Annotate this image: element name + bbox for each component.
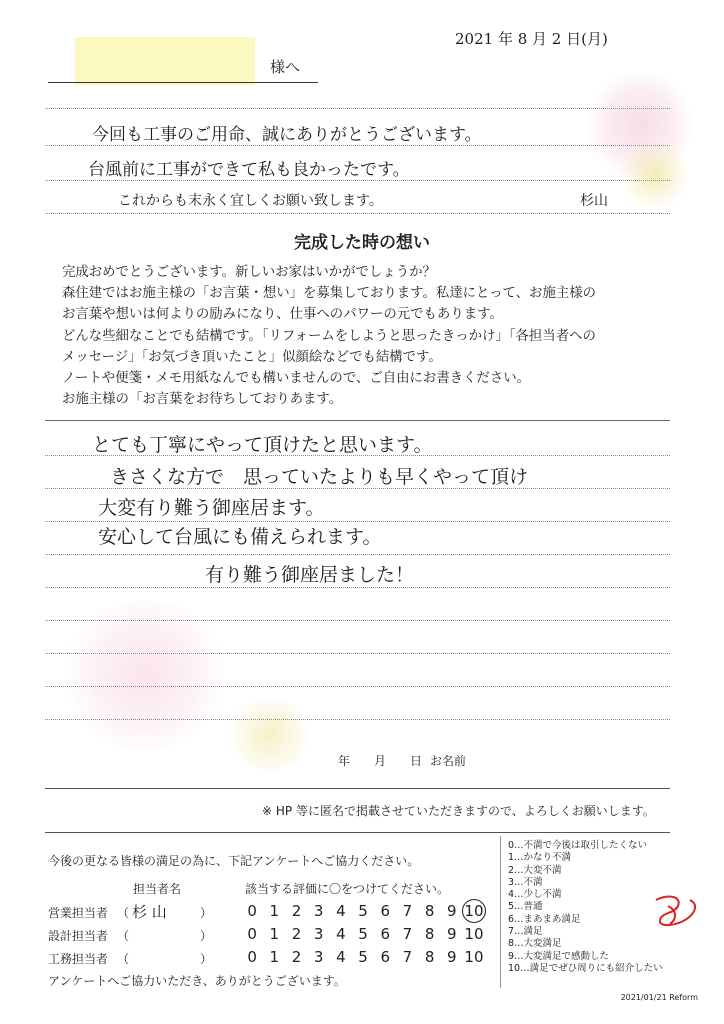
- handwritten-date: 2021 年 8 月 2 日(月): [455, 30, 608, 48]
- rating-option[interactable]: 1: [269, 925, 280, 943]
- rating-option[interactable]: 9: [447, 902, 457, 920]
- rating-scale[interactable]: [241, 948, 485, 966]
- intro-line: 森住建ではお施主様の「お言葉・想い」を募集しております。私達にとって、お施主様の: [62, 286, 597, 302]
- addressee-suffix: 様へ: [270, 58, 301, 76]
- column-staff-name: 担当者名: [133, 882, 182, 896]
- rating-legend: [508, 840, 663, 975]
- rating-option[interactable]: 2: [291, 902, 302, 920]
- response-line-4: 安心して台風にも備えられます。: [98, 526, 382, 548]
- month-label: 月: [374, 754, 387, 768]
- legend-item: 7…満足: [508, 926, 543, 938]
- year-label: 年: [338, 754, 351, 768]
- ruled-line: [45, 180, 670, 181]
- rating-option[interactable]: 2: [291, 925, 302, 943]
- rating-option[interactable]: 0: [247, 902, 257, 920]
- column-rating-instruction: 該当する評価に〇をつけてください。: [245, 882, 450, 896]
- rating-option[interactable]: 5: [358, 925, 368, 943]
- survey-thanks: アンケートへご協力いただき、ありがとうございます。: [48, 974, 346, 988]
- intro-text: [62, 262, 682, 410]
- rating-option[interactable]: 5: [358, 902, 368, 920]
- rating-option[interactable]: 8: [424, 925, 435, 943]
- intro-line: どんな些細なことでも結構です。「リフォームをしようと思ったきっかけ」「各担当者への: [62, 328, 596, 344]
- rating-option[interactable]: 4: [336, 902, 346, 920]
- rating-option[interactable]: 2: [291, 948, 302, 966]
- rating-option[interactable]: 6: [380, 902, 390, 920]
- staff-name-handwritten: 杉 山: [132, 903, 167, 921]
- rating-option[interactable]: 7: [402, 902, 413, 920]
- rating-scale[interactable]: [241, 925, 485, 943]
- legend-item: 8…大変満足: [508, 938, 562, 950]
- rating-option[interactable]: 7: [402, 925, 413, 943]
- ruled-line: [45, 213, 670, 214]
- message-line-3: これからも末永く宜しくお願い致します。: [118, 193, 383, 209]
- row-label: 営業担当者: [48, 906, 109, 920]
- ruled-line: [45, 719, 670, 720]
- intro-line: メッセージ」「お気づき頂いたこと」似顔絵などでも結構です。: [62, 349, 442, 365]
- rating-option[interactable]: 0: [247, 925, 257, 943]
- rating-option[interactable]: 4: [336, 925, 346, 943]
- legend-item: 6…まあまあ満足: [508, 913, 581, 925]
- rating-option[interactable]: 3: [313, 925, 324, 943]
- response-line-3: 大変有り難う御座居ます。: [98, 497, 325, 519]
- rating-option[interactable]: 9: [447, 925, 457, 943]
- legend-item: 9…大変満足で感動した: [508, 950, 610, 962]
- legend-item: 5…普通: [508, 901, 543, 913]
- message-line-2: 台風前に工事ができて私も良かったです。: [88, 160, 410, 180]
- response-line-5: 有り難う御座居ました！: [205, 564, 415, 586]
- rating-option[interactable]: 3: [313, 948, 324, 966]
- paren-open: （: [117, 952, 130, 966]
- survey-divider: [45, 832, 670, 833]
- rating-scale[interactable]: [241, 902, 485, 920]
- rating-option[interactable]: 5: [358, 948, 368, 966]
- signature-underline: [45, 788, 670, 789]
- message-signature: 杉山: [580, 193, 608, 209]
- red-signature-mark: [648, 890, 704, 930]
- rating-option[interactable]: 9: [447, 948, 457, 966]
- intro-line: ノートや便箋・メモ用紙なんでも構いませんので、ご自由にお書きください。: [62, 370, 530, 386]
- decorative-flower: [620, 140, 690, 210]
- paren-open: （: [117, 906, 130, 920]
- legend-item: 0…不満で今後は取引したくない: [508, 840, 648, 851]
- decorative-flower: [220, 700, 320, 770]
- rating-option[interactable]: 8: [424, 902, 435, 920]
- ruled-line: [45, 686, 670, 687]
- rating-option[interactable]: 6: [380, 948, 390, 966]
- row-label: 設計担当者: [48, 929, 109, 943]
- rating-option[interactable]: 1: [269, 902, 280, 920]
- addressee-underline: [48, 82, 318, 83]
- rating-option[interactable]: 8: [424, 948, 435, 966]
- ruled-line: [45, 587, 670, 588]
- addressee-redaction: [75, 37, 255, 85]
- rating-option[interactable]: 10: [464, 948, 484, 966]
- legend-item: 1…かなり不満: [508, 852, 572, 864]
- response-line-1: とても丁寧にやって頂けたと思います。: [92, 434, 433, 456]
- legend-item: 3…不満: [508, 876, 543, 888]
- paren-close: ）: [200, 929, 213, 943]
- intro-line: お言葉や想いは何よりの励みになり、仕事へのパワーの元でもあります。: [62, 307, 503, 323]
- row-label: 工務担当者: [48, 952, 109, 966]
- survey-intro: 今後の更なる皆様の満足の為に、下記アンケートへご協力ください。: [48, 854, 420, 868]
- paren-open: （: [117, 929, 130, 943]
- intro-line: 完成おめでとうございます。新しいお家はいかがでしょうか？: [62, 265, 436, 280]
- decorative-flower: [60, 600, 230, 750]
- intro-line: お施主様の「お言葉をお待ちしておりあます。: [62, 392, 343, 408]
- legend-item: 10…満足でぜひ周りにも紹介したい: [508, 962, 663, 974]
- rating-option[interactable]: 1: [269, 948, 280, 966]
- rating-option[interactable]: 4: [336, 948, 346, 966]
- ruled-line: [45, 108, 670, 109]
- rating-option[interactable]: 10: [464, 902, 484, 920]
- rating-option[interactable]: 6: [380, 925, 390, 943]
- day-label: 日: [410, 754, 423, 768]
- disclaimer-note: ※ HP 等に匿名で掲載させていただきますので、よろしくお願いします。: [262, 804, 655, 818]
- form-version: 2021/01/21 Reform: [620, 993, 698, 1002]
- rating-option[interactable]: 0: [247, 948, 257, 966]
- legend-item: 4…少し不満: [508, 889, 562, 901]
- rating-option[interactable]: 3: [313, 902, 324, 920]
- message-line-1: 今回も工事のご用命、誠にありがとうございます。: [92, 125, 482, 145]
- paren-close: ）: [200, 952, 213, 966]
- section-title: 完成した時の想い: [294, 233, 430, 253]
- legend-item: 2…大変不満: [508, 864, 562, 876]
- ruled-line: [45, 554, 670, 555]
- response-line-2: きさくな方で 思っていたよりも早くやって頂け: [110, 466, 529, 488]
- rating-option[interactable]: 10: [464, 925, 484, 943]
- name-label: お名前: [430, 754, 467, 768]
- ruled-line: [45, 145, 670, 146]
- ruled-line: [45, 653, 670, 654]
- ruled-line: [45, 620, 670, 621]
- paren-close: ）: [200, 906, 213, 920]
- rating-option[interactable]: 7: [402, 948, 413, 966]
- ruled-line: [45, 420, 670, 421]
